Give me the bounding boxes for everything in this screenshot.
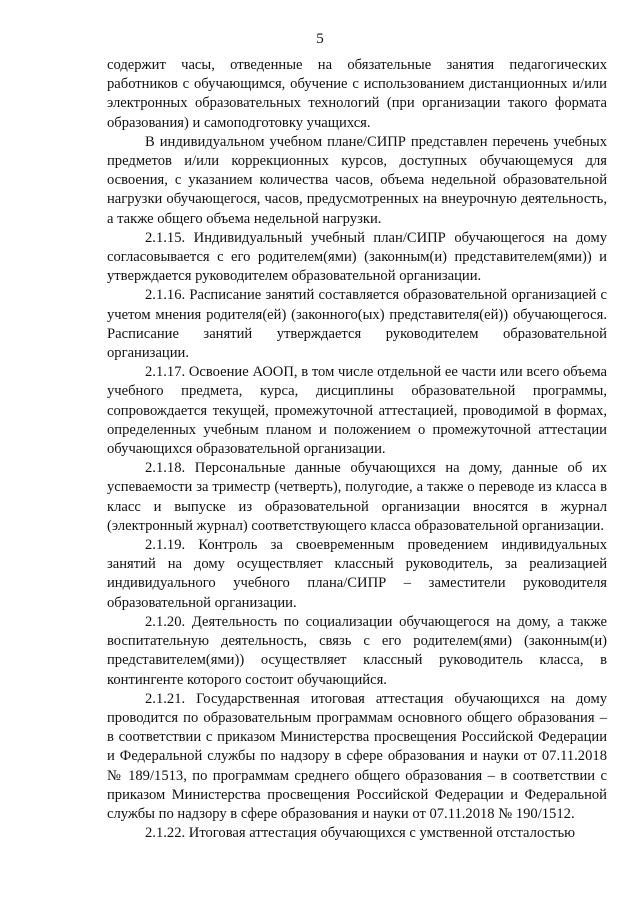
paragraph-2-1-16: 2.1.16. Расписание занятий составляется образовательной организацией с учетом мнения родителя(ей) (законного(ых) представителя(ей)) обучающегося. Расписание занятий утверждается руководителем образовательной организации.: [107, 287, 607, 362]
paragraph-2-1-18: 2.1.18. Персональные данные обучающихся на дому, данные об их успеваемости за триместр (четверть), полугодие, а также о переводе из класса в класс и выпуске из образовательной организации вносятся в журнал (электронный журнал) соответствующего класса образовательной организации.: [107, 460, 607, 534]
paragraph-2-1-19: 2.1.19. Контроль за своевременным проведением индивидуальных занятий на дому осуществляет классный руководитель, за реализацией индивидуального учебного плана/СИПР – заместители руководителя образовательной организации.: [107, 537, 607, 611]
paragraph-2-1-20: 2.1.20. Деятельность по социализации обучающегося на дому, а также воспитательную деятельность, связь с его родителем(ями) (законным(и) представителем(ями)) осуществляет классный руководитель класса, в контингенте которого состоит обучающийся.: [107, 613, 607, 688]
paragraph-individual-plan: В индивидуальном учебном плане/СИПР представлен перечень учебных предметов и/или коррекционных курсов, доступных обучающемуся для освоения, с указанием количества часов, объема недельной образовательной нагрузки обучающегося, часов, предусмотренных на внеурочную деятельность, а также общего объема недельной нагрузки.: [107, 133, 607, 227]
paragraph-2-1-17: 2.1.17. Освоение АООП, в том числе отдельной ее части или всего объема учебного предмета, курса, дисциплины образовательной программы, сопровождается текущей, промежуточной аттестацией, проводимой в формах, определенных учебным планом и положением о промежуточной аттестации обучающихся образовательной организации.: [107, 364, 607, 458]
document-body: [107, 56, 607, 843]
paragraph-continuation: содержит часы, отведенные на обязательные занятия педагогических работников с обучающимся, обучение с использованием дистанционных и/или электронных образовательных технологий (при организации такого формата образования) и самоподготовку учащихся.: [107, 57, 607, 131]
page-number: 5: [316, 31, 324, 47]
paragraph-2-1-15: 2.1.15. Индивидуальный учебный план/СИПР обучающегося на дому согласовывается с его родителем(ями) (законным(и) представителем(ями)) и утверждается руководителем образовательной организации.: [107, 229, 607, 285]
paragraph-2-1-21: 2.1.21. Государственная итоговая аттестация обучающихся на дому проводится по образовательным программам основного общего образования – в соответствии с приказом Министерства просвещения Российской Федерации и Федеральной службы по надзору в сфере образования и науки от 07.11.2018 № 189/1513, по программам среднего общего образования – в соответствии с приказом Министерства просвещения Российской Федерации и Федеральной службы по надзору в сфере образования и науки от 07.11.2018 № 190/1512.: [107, 690, 607, 822]
paragraph-2-1-22: 2.1.22. Итоговая аттестация обучающихся с умственной отсталостью: [145, 825, 576, 842]
